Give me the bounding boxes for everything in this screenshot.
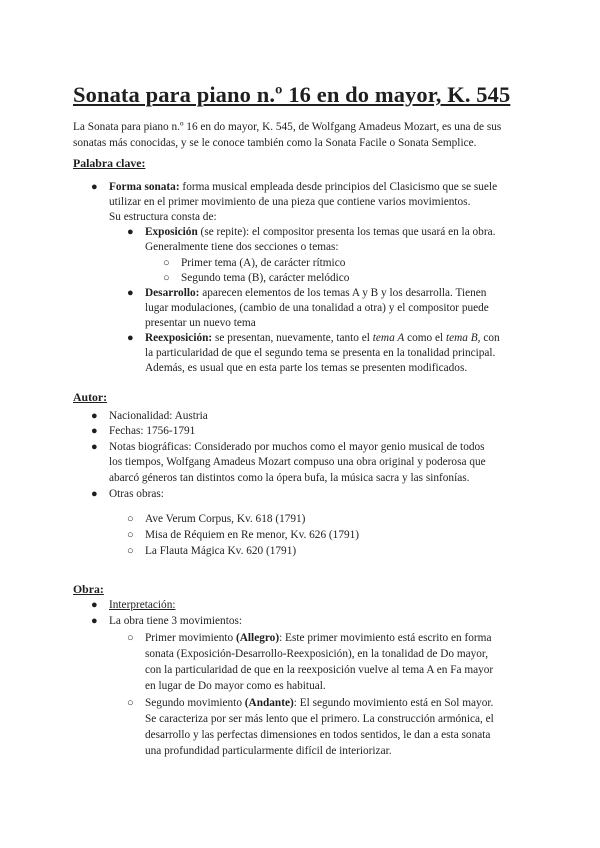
mov2-tempo: (Andante) bbox=[244, 697, 294, 709]
bullet-disc: ● bbox=[91, 441, 98, 453]
bullet-disc: ● bbox=[91, 181, 98, 193]
heading-autor: Autor: bbox=[73, 390, 108, 404]
tema-b-label: tema B bbox=[445, 332, 478, 344]
bullet-disc: ● bbox=[91, 410, 98, 422]
desarrollo-line-3: presentar un nuevo tema bbox=[145, 317, 256, 329]
bullet-circle: ○ bbox=[127, 513, 134, 525]
desarrollo-text: aparecen elementos de los temas A y B y los desarrolla. Tienen bbox=[199, 287, 487, 299]
heading-palabra-clave: Palabra clave: bbox=[73, 156, 146, 170]
bullet-circle: ○ bbox=[127, 545, 134, 557]
bullet-disc: ● bbox=[127, 226, 134, 238]
forma-sonata-line-3: Su estructura consta de: bbox=[109, 211, 217, 223]
exposicion-line-1 bbox=[145, 225, 495, 240]
exposicion-line-2: Generalmente tiene dos secciones o temas: bbox=[145, 241, 339, 253]
exposicion-sub-1: Primer tema (A), de carácter rítmico bbox=[181, 257, 346, 269]
desarrollo-line-1 bbox=[145, 286, 486, 301]
reexposicion-line-1 bbox=[145, 331, 500, 346]
obra-list-item: La Flauta Mágica Kv. 620 (1791) bbox=[145, 545, 297, 557]
mov2-pre: Segundo movimiento bbox=[145, 697, 245, 709]
mov2-line-1 bbox=[145, 696, 493, 711]
bullet-circle: ○ bbox=[127, 632, 134, 644]
tema-a-label: tema A bbox=[372, 332, 405, 344]
mov1-line-1 bbox=[145, 631, 491, 646]
bullet-circle: ○ bbox=[163, 272, 170, 284]
obra-list-item: Misa de Réquiem en Re menor, Kv. 626 (1791) bbox=[145, 529, 360, 541]
desarrollo-line-2: lugar modulaciones, (cambio de una tonalidad a otra) y el compositor puede bbox=[145, 302, 489, 314]
bullet-disc: ● bbox=[91, 615, 98, 627]
obra-list-item: Ave Verum Corpus, Kv. 618 (1791) bbox=[145, 513, 306, 525]
mov1-line-4: en lugar de Do mayor como es habitual. bbox=[145, 680, 326, 692]
mov1-pre: Primer movimiento bbox=[145, 632, 236, 644]
autor-notas-line-2: los tiempos, Wolfgang Amadeus Mozart compuso una obra original y poderosa que bbox=[109, 456, 486, 468]
forma-sonata-line-1 bbox=[109, 180, 497, 195]
bullet-disc: ● bbox=[91, 488, 98, 500]
bullet-disc: ● bbox=[127, 332, 134, 344]
mov2-line-2: Se caracteriza por ser más lento que el primero. La construcción armónica, el bbox=[145, 713, 494, 725]
mov1-line-2: sonata (Exposición-Desarrollo-Reexposición), en la tonalidad de Do mayor, bbox=[145, 648, 489, 660]
autor-notas-line-3: abarcó géneros tan distintos como la ópera bufa, la música sacra y las sinfonías. bbox=[109, 472, 470, 484]
reexposicion-term: Reexposición: bbox=[145, 332, 213, 344]
bullet-circle: ○ bbox=[127, 697, 134, 709]
forma-sonata-term: Forma sonata: bbox=[109, 181, 180, 193]
exposicion-term: Exposición bbox=[145, 226, 198, 238]
exposicion-sub-2: Segundo tema (B), carácter melódico bbox=[181, 272, 350, 284]
mov1-text: : Este primer movimiento está escrito en forma bbox=[279, 632, 492, 644]
obra-movimientos: La obra tiene 3 movimientos: bbox=[109, 615, 243, 627]
reexposicion-line-2: la particularidad de que el segundo tema se presenta en la tonalidad principal. bbox=[145, 347, 496, 359]
reexposicion-line-3: Además, es usual que en esta parte los temas se presenten modificados. bbox=[145, 362, 468, 374]
mov1-line-3: con la particularidad de que en la reexposición vuelve al tema A en Fa mayor bbox=[145, 664, 494, 676]
forma-sonata-line-2: utilizar en el primer movimiento de una pieza que contiene varios movimientos. bbox=[109, 196, 471, 208]
mov1-tempo: (Allegro) bbox=[236, 632, 280, 644]
mov2-text: : El segundo movimiento está en Sol mayor. bbox=[293, 697, 494, 709]
bullet-disc: ● bbox=[91, 599, 98, 611]
page-title: Sonata para piano n.º 16 en do mayor, K. 545 bbox=[73, 82, 511, 107]
reexposicion-text: , con bbox=[477, 332, 500, 344]
autor-otras-obras: Otras obras: bbox=[109, 488, 164, 500]
autor-notas-line-1: Notas biográficas: Considerado por muchos como el mayor genio musical de todos bbox=[109, 441, 485, 453]
bullet-circle: ○ bbox=[163, 257, 170, 269]
obra-interpretacion: Interpretación: bbox=[109, 599, 176, 611]
bullet-disc: ● bbox=[91, 425, 98, 437]
forma-sonata-text: forma musical empleada desde principios del Clasicismo que se suele bbox=[179, 181, 498, 193]
bullet-disc: ● bbox=[127, 287, 134, 299]
bullet-circle: ○ bbox=[127, 529, 134, 541]
heading-obra: Obra: bbox=[73, 582, 104, 596]
desarrollo-term: Desarrollo: bbox=[145, 287, 200, 299]
mov2-line-3: desarrollo y las perfectas dimensiones en todos sentidos, le dan a esta sonata bbox=[145, 729, 491, 741]
autor-fechas: Fechas: 1756-1791 bbox=[109, 425, 196, 437]
exposicion-text: (se repite): el compositor presenta los temas que usará en la obra. bbox=[197, 226, 496, 238]
autor-nacionalidad: Nacionalidad: Austria bbox=[109, 410, 208, 422]
reexposicion-text: como el bbox=[404, 332, 446, 344]
reexposicion-text: se presentan, nuevamente, tanto el bbox=[212, 332, 373, 344]
mov2-line-4: una profundidad particularmente difícil de interiorizar. bbox=[145, 745, 392, 757]
intro-paragraph: La Sonata para piano n.º 16 en do mayor, K. 545, de Wolfgang Amadeus Mozart, es una de sus sonatas más conocidas, y se le conoce también como la Sonata Facile o Sonata Semplice. bbox=[73, 121, 502, 149]
